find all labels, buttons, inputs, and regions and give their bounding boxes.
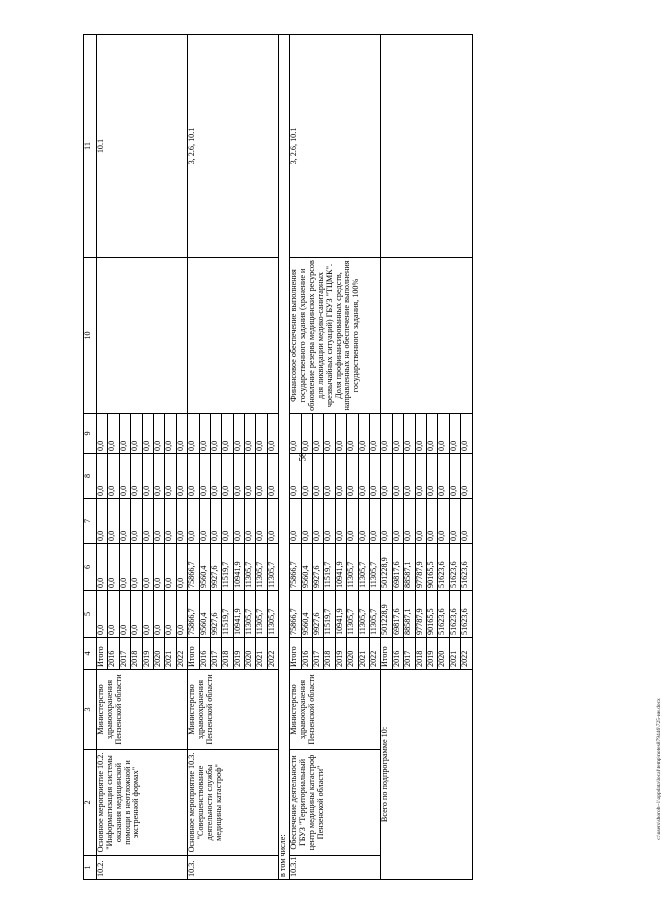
amount-cell: 0,0 bbox=[131, 544, 142, 591]
period-cell: 2021 bbox=[358, 638, 369, 670]
total-amount-cell: 0,0 bbox=[426, 454, 437, 499]
amount-cell: 0,0 bbox=[290, 454, 301, 499]
amount-cell: 0,0 bbox=[301, 499, 312, 544]
amount-cell: 0,0 bbox=[210, 454, 221, 499]
period-cell: 2022 bbox=[461, 638, 472, 670]
amount-cell: 0,0 bbox=[97, 591, 108, 638]
amount-cell: 0,0 bbox=[233, 414, 244, 454]
total-amount-cell: 0,0 bbox=[438, 454, 449, 499]
amount-cell: 11305,7 bbox=[245, 591, 256, 638]
amount-cell: 0,0 bbox=[256, 499, 267, 544]
column-header-6: 6 bbox=[84, 544, 97, 591]
total-amount-cell: 0,0 bbox=[415, 454, 426, 499]
total-amount-cell: 51623,6 bbox=[438, 591, 449, 638]
total-amount-cell: 0,0 bbox=[392, 454, 403, 499]
table-row bbox=[381, 35, 392, 880]
period-cell: 2021 bbox=[449, 638, 460, 670]
amount-cell: 0,0 bbox=[210, 414, 221, 454]
total-amount-cell: 0,0 bbox=[404, 414, 415, 454]
amount-cell: 0,0 bbox=[153, 499, 164, 544]
section-10-2-link: 10.1 bbox=[97, 35, 188, 258]
total-amount-cell: 0,0 bbox=[392, 499, 403, 544]
amount-cell: 11519,7 bbox=[222, 591, 233, 638]
amount-cell: 0,0 bbox=[245, 414, 256, 454]
total-link-empty bbox=[381, 35, 472, 258]
amount-cell: 0,0 bbox=[313, 454, 324, 499]
period-cell: 2017 bbox=[210, 638, 221, 670]
period-cell: 2020 bbox=[347, 638, 358, 670]
section-10-2-number: 10.2. bbox=[97, 856, 188, 880]
total-amount-cell: 501228,9 bbox=[381, 591, 392, 638]
table-row bbox=[97, 35, 108, 880]
period-cell: 2017 bbox=[313, 638, 324, 670]
total-amount-cell: 90165,5 bbox=[426, 591, 437, 638]
in-that-number-label: в том числе: bbox=[279, 35, 290, 880]
subsection-10-3-1-indicator: Финансовое обеспечение выполнения государственного задания (хранение и обновление резерва медицинских ресурсов для ликвидации медико-санитарных чрезвычайных ситуаций) ГБУЗ "ТЦМК". Доля профинансированных средств, направленных на обеспечение выполнения государственного задания, 100% bbox=[290, 258, 381, 414]
amount-cell: 0,0 bbox=[335, 499, 346, 544]
period-cell: 2019 bbox=[142, 638, 153, 670]
amount-cell: 0,0 bbox=[131, 591, 142, 638]
total-amount-cell: 51623,6 bbox=[438, 544, 449, 591]
period-cell: 2018 bbox=[324, 638, 335, 670]
amount-cell: 11305,7 bbox=[347, 591, 358, 638]
amount-cell: 11305,7 bbox=[369, 544, 380, 591]
total-amount-cell: 0,0 bbox=[404, 454, 415, 499]
period-cell: 2022 bbox=[267, 638, 278, 670]
amount-cell: 0,0 bbox=[108, 454, 119, 499]
amount-cell: 0,0 bbox=[256, 414, 267, 454]
total-amount-cell: 0,0 bbox=[381, 414, 392, 454]
total-amount-cell: 0,0 bbox=[392, 414, 403, 454]
amount-cell: 11305,7 bbox=[245, 544, 256, 591]
period-cell: 2016 bbox=[301, 638, 312, 670]
amount-cell: 0,0 bbox=[108, 499, 119, 544]
in-that-number-row bbox=[279, 35, 290, 880]
period-cell: 2021 bbox=[165, 638, 176, 670]
section-10-2-name: Основное мероприятие 10.2. "Информатизация системы оказания медицинской помощи в неотложной и экстренной формах" bbox=[97, 750, 188, 856]
amount-cell: 9927,6 bbox=[210, 544, 221, 591]
amount-cell: 0,0 bbox=[256, 454, 267, 499]
amount-cell: 0,0 bbox=[108, 414, 119, 454]
column-header-8: 8 bbox=[84, 454, 97, 499]
amount-cell: 10941,9 bbox=[335, 544, 346, 591]
amount-cell: 0,0 bbox=[267, 454, 278, 499]
period-cell: 2019 bbox=[233, 638, 244, 670]
section-10-3-link: 3, 2.6, 10.1 bbox=[188, 35, 279, 258]
total-amount-cell: 69817,6 bbox=[392, 544, 403, 591]
period-cell: 2016 bbox=[392, 638, 403, 670]
period-cell: 2019 bbox=[335, 638, 346, 670]
total-amount-cell: 0,0 bbox=[426, 414, 437, 454]
subsection-10-3-1-name: Обеспечение деятельности ГБУЗ "Территориальный центр медицины катастроф Пензенской области" bbox=[290, 750, 381, 856]
amount-cell: 0,0 bbox=[347, 414, 358, 454]
column-header-7: 7 bbox=[84, 499, 97, 544]
amount-cell: 0,0 bbox=[222, 454, 233, 499]
amount-cell: 75866,7 bbox=[290, 544, 301, 591]
amount-cell: 9927,6 bbox=[313, 591, 324, 638]
amount-cell: 0,0 bbox=[245, 454, 256, 499]
table-row bbox=[188, 35, 199, 880]
period-cell: 2017 bbox=[404, 638, 415, 670]
amount-cell: 0,0 bbox=[188, 499, 199, 544]
amount-cell: 0,0 bbox=[358, 499, 369, 544]
section-10-3-name: Основное мероприятие 10.3. "Совершенствование деятельности службы медицины катастроф" bbox=[188, 750, 279, 856]
amount-cell: 0,0 bbox=[347, 454, 358, 499]
amount-cell: 11305,7 bbox=[347, 544, 358, 591]
amount-cell: 0,0 bbox=[222, 414, 233, 454]
amount-cell: 75866,7 bbox=[290, 591, 301, 638]
period-cell: Итого bbox=[188, 638, 199, 670]
amount-cell: 0,0 bbox=[369, 454, 380, 499]
amount-cell: 0,0 bbox=[335, 454, 346, 499]
amount-cell: 0,0 bbox=[153, 454, 164, 499]
amount-cell: 0,0 bbox=[358, 414, 369, 454]
amount-cell: 0,0 bbox=[97, 414, 108, 454]
total-indicator-empty bbox=[381, 258, 472, 414]
total-label: Всего по подпрограмме 10: bbox=[381, 670, 472, 880]
amount-cell: 11305,7 bbox=[358, 544, 369, 591]
total-amount-cell: 0,0 bbox=[461, 499, 472, 544]
subsection-10-3-1-responsible: Министерство здравоохранения Пензенской области bbox=[290, 670, 381, 750]
total-amount-cell: 88587,1 bbox=[404, 591, 415, 638]
amount-cell: 0,0 bbox=[301, 414, 312, 454]
amount-cell: 0,0 bbox=[324, 454, 335, 499]
column-header-4: 4 bbox=[84, 638, 97, 670]
total-amount-cell: 0,0 bbox=[415, 414, 426, 454]
column-header-2: 2 bbox=[84, 750, 97, 856]
amount-cell: 11305,7 bbox=[358, 591, 369, 638]
amount-cell: 11519,7 bbox=[324, 544, 335, 591]
period-cell: 2020 bbox=[153, 638, 164, 670]
period-cell: 2019 bbox=[426, 638, 437, 670]
amount-cell: 0,0 bbox=[267, 499, 278, 544]
total-amount-cell: 97787,9 bbox=[415, 544, 426, 591]
amount-cell: 9560,4 bbox=[199, 591, 210, 638]
amount-cell: 0,0 bbox=[290, 414, 301, 454]
total-amount-cell: 51623,6 bbox=[461, 544, 472, 591]
rotated-table-wrapper bbox=[83, 35, 618, 880]
amount-cell: 0,0 bbox=[119, 591, 130, 638]
column-header-3: 3 bbox=[84, 670, 97, 750]
amount-cell: 0,0 bbox=[199, 454, 210, 499]
amount-cell: 9560,4 bbox=[301, 544, 312, 591]
total-amount-cell: 90165,5 bbox=[426, 544, 437, 591]
table-row bbox=[290, 35, 301, 880]
amount-cell: 10941,9 bbox=[335, 591, 346, 638]
amount-cell: 0,0 bbox=[97, 499, 108, 544]
amount-cell: 0,0 bbox=[210, 499, 221, 544]
period-cell: 2016 bbox=[199, 638, 210, 670]
period-cell: 2020 bbox=[438, 638, 449, 670]
amount-cell: 0,0 bbox=[324, 499, 335, 544]
subsection-10-3-1-link: 3, 2.6, 10.1 bbox=[290, 35, 381, 258]
amount-cell: 9560,4 bbox=[301, 591, 312, 638]
amount-cell: 0,0 bbox=[176, 544, 187, 591]
period-cell: 2018 bbox=[131, 638, 142, 670]
amount-cell: 0,0 bbox=[188, 454, 199, 499]
amount-cell: 0,0 bbox=[176, 499, 187, 544]
amount-cell: 0,0 bbox=[165, 454, 176, 499]
amount-cell: 0,0 bbox=[153, 414, 164, 454]
amount-cell: 0,0 bbox=[369, 414, 380, 454]
section-10-3-responsible: Министерство здравоохранения Пензенской области bbox=[188, 670, 279, 750]
amount-cell: 0,0 bbox=[347, 499, 358, 544]
amount-cell: 0,0 bbox=[188, 414, 199, 454]
period-cell: 2020 bbox=[245, 638, 256, 670]
amount-cell: 11305,7 bbox=[369, 591, 380, 638]
section-10-2-indicator bbox=[97, 258, 188, 414]
amount-cell: 10941,9 bbox=[233, 591, 244, 638]
total-amount-cell: 0,0 bbox=[449, 414, 460, 454]
amount-cell: 9560,4 bbox=[199, 544, 210, 591]
total-amount-cell: 0,0 bbox=[461, 454, 472, 499]
amount-cell: 0,0 bbox=[233, 454, 244, 499]
total-amount-cell: 0,0 bbox=[438, 414, 449, 454]
amount-cell: 0,0 bbox=[222, 499, 233, 544]
amount-cell: 11305,7 bbox=[267, 591, 278, 638]
total-amount-cell: 51623,6 bbox=[449, 544, 460, 591]
period-cell: 2021 bbox=[256, 638, 267, 670]
total-amount-cell: 88587,1 bbox=[404, 544, 415, 591]
total-amount-cell: 0,0 bbox=[438, 499, 449, 544]
section-10-3-indicator bbox=[188, 258, 279, 414]
total-amount-cell: 0,0 bbox=[415, 499, 426, 544]
total-amount-cell: 97787,9 bbox=[415, 591, 426, 638]
amount-cell: 0,0 bbox=[245, 499, 256, 544]
amount-cell: 0,0 bbox=[142, 454, 153, 499]
column-header-10: 10 bbox=[84, 258, 97, 414]
amount-cell: 0,0 bbox=[142, 544, 153, 591]
section-10-2-responsible: Министерство здравоохранения Пензенской области bbox=[97, 670, 188, 750]
amount-cell: 11305,7 bbox=[267, 544, 278, 591]
amount-cell: 0,0 bbox=[335, 414, 346, 454]
amount-cell: 0,0 bbox=[165, 544, 176, 591]
total-amount-cell: 0,0 bbox=[426, 499, 437, 544]
amount-cell: 75866,7 bbox=[188, 591, 199, 638]
total-amount-cell: 0,0 bbox=[381, 454, 392, 499]
column-header-1: 1 bbox=[84, 856, 97, 880]
amount-cell: 0,0 bbox=[142, 414, 153, 454]
amount-cell: 0,0 bbox=[358, 454, 369, 499]
amount-cell: 0,0 bbox=[165, 414, 176, 454]
amount-cell: 0,0 bbox=[199, 414, 210, 454]
section-10-3-number: 10.3. bbox=[188, 856, 279, 880]
page-number: 58 bbox=[297, 452, 308, 462]
program-table bbox=[83, 34, 473, 880]
total-amount-cell: 501228,9 bbox=[381, 544, 392, 591]
total-amount-cell: 51623,6 bbox=[461, 591, 472, 638]
total-amount-cell: 0,0 bbox=[449, 499, 460, 544]
total-amount-cell: 0,0 bbox=[404, 499, 415, 544]
amount-cell: 0,0 bbox=[165, 499, 176, 544]
amount-cell: 0,0 bbox=[165, 591, 176, 638]
amount-cell: 0,0 bbox=[131, 499, 142, 544]
column-header-11: 11 bbox=[84, 35, 97, 258]
footer-file-path: c:\users\shoroh~1\appdata\local\temp\notes879446\725-ин.docx bbox=[655, 698, 662, 840]
amount-cell: 9927,6 bbox=[313, 544, 324, 591]
total-amount-cell: 69817,6 bbox=[392, 591, 403, 638]
column-header-5: 5 bbox=[84, 591, 97, 638]
amount-cell: 0,0 bbox=[233, 499, 244, 544]
period-cell: Итого bbox=[97, 638, 108, 670]
amount-cell: 9927,6 bbox=[210, 591, 221, 638]
amount-cell: 0,0 bbox=[313, 499, 324, 544]
amount-cell: 11519,7 bbox=[324, 591, 335, 638]
amount-cell: 0,0 bbox=[108, 544, 119, 591]
amount-cell: 0,0 bbox=[369, 499, 380, 544]
period-cell: 2022 bbox=[369, 638, 380, 670]
subsection-10-3-1-number: 10.3.1. bbox=[290, 856, 381, 880]
total-amount-cell: 0,0 bbox=[449, 454, 460, 499]
total-amount-cell: 51623,6 bbox=[449, 591, 460, 638]
amount-cell: 0,0 bbox=[108, 591, 119, 638]
total-amount-cell: 0,0 bbox=[381, 499, 392, 544]
amount-cell: 0,0 bbox=[313, 414, 324, 454]
amount-cell: 0,0 bbox=[267, 414, 278, 454]
table-header-row bbox=[84, 35, 97, 880]
amount-cell: 0,0 bbox=[176, 591, 187, 638]
amount-cell: 0,0 bbox=[324, 414, 335, 454]
period-cell: Итого bbox=[381, 638, 392, 670]
column-header-9: 9 bbox=[84, 414, 97, 454]
amount-cell: 0,0 bbox=[153, 544, 164, 591]
total-amount-cell: 0,0 bbox=[461, 414, 472, 454]
amount-cell: 11305,7 bbox=[256, 591, 267, 638]
amount-cell: 0,0 bbox=[119, 544, 130, 591]
period-cell: 2017 bbox=[119, 638, 130, 670]
amount-cell: 0,0 bbox=[290, 499, 301, 544]
amount-cell: 0,0 bbox=[199, 499, 210, 544]
amount-cell: 0,0 bbox=[119, 499, 130, 544]
period-cell: 2016 bbox=[108, 638, 119, 670]
amount-cell: 10941,9 bbox=[233, 544, 244, 591]
amount-cell: 0,0 bbox=[119, 414, 130, 454]
period-cell: 2018 bbox=[415, 638, 426, 670]
period-cell: 2022 bbox=[176, 638, 187, 670]
amount-cell: 0,0 bbox=[153, 591, 164, 638]
amount-cell: 0,0 bbox=[131, 454, 142, 499]
amount-cell: 0,0 bbox=[142, 499, 153, 544]
amount-cell: 0,0 bbox=[131, 414, 142, 454]
amount-cell: 0,0 bbox=[176, 454, 187, 499]
amount-cell: 0,0 bbox=[97, 544, 108, 591]
amount-cell: 0,0 bbox=[97, 454, 108, 499]
amount-cell: 0,0 bbox=[301, 454, 312, 499]
amount-cell: 0,0 bbox=[176, 414, 187, 454]
amount-cell: 11305,7 bbox=[256, 544, 267, 591]
amount-cell: 11519,7 bbox=[222, 544, 233, 591]
amount-cell: 75866,7 bbox=[188, 544, 199, 591]
amount-cell: 0,0 bbox=[119, 454, 130, 499]
period-cell: Итого bbox=[290, 638, 301, 670]
period-cell: 2018 bbox=[222, 638, 233, 670]
amount-cell: 0,0 bbox=[142, 591, 153, 638]
